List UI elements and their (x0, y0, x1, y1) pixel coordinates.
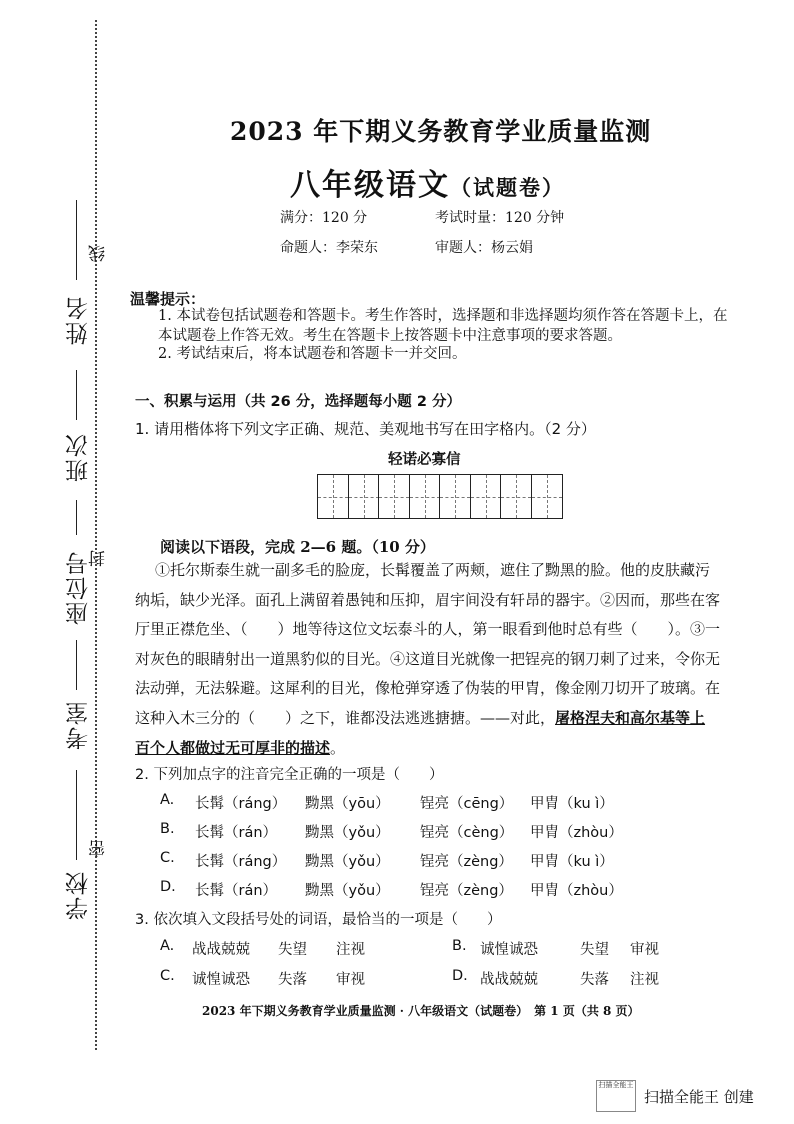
subject-name: 八年级语文 (290, 168, 450, 203)
passage-underlined: 屠格涅夫和高尔基等上百个人都做过无可厚非的描述 (135, 708, 706, 757)
exam-time: 考试时量：120 分钟 (435, 210, 565, 226)
tianzige-cell[interactable] (378, 474, 410, 519)
question-2: 2. 下列加点字的注音完全正确的一项是（ ） (135, 767, 444, 783)
seat-label: 座位号 (66, 550, 92, 625)
option-choice: 注视 (630, 972, 659, 988)
option-choice: 长髯（ráng） (195, 796, 287, 812)
option-choice: 甲胄（ku ì） (530, 796, 614, 812)
option-choice: 失落 (278, 972, 307, 988)
option-choice: 黝黑（yōu） (305, 796, 390, 812)
passage-text: ①托尔斯泰生就一副多毛的脸庞，长髯覆盖了两颊，遮住了黝黑的脸。他的皮肤藏污纳垢，缺少光泽。面孔上满留着愚钝和压抑，眉宇间没有轩昂的器宇。②因而，那些在客厅里正襟危坐、（ ）地等待这位文坛泰斗的人，第一眼看到他时总有些（ ）。③一对灰色的眼睛射出一道黑豹似的目光。④这道目光就像一把锃亮的钢刀刺了过来，令你无法动弹，无法躲避。这犀利的目光，像枪弹穿透了伪装的甲胄，像金刚刀切开了玻璃。在这种入木三分的（ ）之下，谁都没法逃逃搪搪。——对此， (135, 561, 721, 727)
school-blank-line (76, 770, 77, 860)
option-choice: 锃亮（cèng） (420, 825, 514, 841)
subject-subtitle: （试题卷） (450, 175, 565, 200)
option-choice: 诚惶诚恐 (192, 972, 250, 988)
subject-title (290, 160, 565, 204)
option-choice: 长髯（ráng） (195, 854, 287, 870)
reading-passage (135, 556, 720, 763)
school-label: 学校 (66, 870, 92, 920)
option-choice: 长髯（rán） (195, 825, 278, 841)
option-choice: 失落 (580, 972, 609, 988)
question-author: 命题人：李荣东 (280, 240, 378, 256)
calligraphy-phrase: 轻诺必寡信 (388, 451, 461, 468)
exam-title: 2023 年下期义务教育学业质量监测 (230, 117, 652, 146)
option-choice: 甲胄（ku ì） (530, 854, 614, 870)
binding-margin (0, 0, 112, 1124)
option-letter: C. (160, 968, 175, 984)
scanner-logo: 扫描全能王 (596, 1080, 636, 1112)
tianzige-cell[interactable] (500, 474, 532, 519)
option-choice: 失望 (580, 942, 609, 958)
room-label: 考室 (66, 700, 92, 750)
tianzige-grid[interactable] (317, 474, 561, 519)
name-blank-line (76, 200, 77, 280)
question-reviewer: 审题人：杨云娟 (435, 240, 533, 256)
option-choice: 甲胄（zhòu） (530, 883, 623, 899)
option-choice: 审视 (336, 972, 365, 988)
cut-mark-secret: 密 (89, 840, 109, 857)
tianzige-cell[interactable] (317, 474, 349, 519)
section-heading: 一、积累与运用（共 26 分，选择题每小题 2 分） (135, 394, 461, 410)
seat-blank-line (76, 500, 77, 535)
tip-item: 1. 本试卷包括试题卷和答题卡。考生作答时，选择题和非选择题均须作答在答题卡上，在本试题卷上作答无效。考生在答题卡上按答题卡中注意事项的要求答题。 (158, 308, 728, 344)
tianzige-cell[interactable] (439, 474, 471, 519)
option-letter: B. (452, 938, 467, 954)
option-choice: 黝黑（yǒu） (305, 854, 390, 870)
name-label: 姓名 (66, 295, 92, 345)
tianzige-cell[interactable] (531, 474, 563, 519)
question-1: 1. 请用楷体将下列文字正确、规范、美观地书写在田字格内。（2 分） (135, 420, 596, 438)
tianzige-cell[interactable] (409, 474, 441, 519)
option-choice: 诚惶诚恐 (480, 942, 538, 958)
tips-heading: 温馨提示： (130, 290, 206, 308)
option-choice: 长髯（rán） (195, 883, 278, 899)
binding-dotted-line (95, 20, 97, 1050)
option-choice: 黝黑（yǒu） (305, 825, 390, 841)
page-footer: 2023 年下期义务教育学业质量监测 · 八年级语文（试题卷） 第 1 页（共 8 页） (202, 1004, 640, 1018)
full-score: 满分：120 分 (280, 210, 368, 226)
option-choice: 甲胄（zhòu） (530, 825, 623, 841)
option-choice: 注视 (336, 942, 365, 958)
tianzige-cell[interactable] (348, 474, 380, 519)
question-3: 3. 依次填入文段括号处的词语，最恰当的一项是（ ） (135, 912, 502, 928)
passage-end: 。 (330, 738, 346, 757)
option-letter: D. (160, 879, 176, 895)
cut-mark-line: 线 (89, 245, 109, 262)
tianzige-cell[interactable] (470, 474, 502, 519)
option-choice: 审视 (630, 942, 659, 958)
room-blank-line (76, 640, 77, 690)
tip-item: 2. 考试结束后，将本试题卷和答题卡一并交回。 (158, 346, 467, 362)
option-choice: 失望 (278, 942, 307, 958)
option-letter: B. (160, 821, 175, 837)
option-choice: 战战兢兢 (480, 972, 538, 988)
option-choice: 锃亮（zèng） (420, 854, 513, 870)
class-label: 班次 (66, 432, 92, 482)
cut-mark-seal: 封 (89, 550, 109, 567)
option-letter: A. (160, 792, 175, 808)
option-choice: 战战兢兢 (192, 942, 250, 958)
option-letter: D. (452, 968, 468, 984)
option-choice: 锃亮（zèng） (420, 883, 513, 899)
option-choice: 黝黑（yǒu） (305, 883, 390, 899)
option-choice: 锃亮（cēng） (420, 796, 514, 812)
option-letter: A. (160, 938, 175, 954)
option-letter: C. (160, 850, 175, 866)
class-blank-line (76, 370, 77, 420)
reading-intro: 阅读以下语段，完成 2—6 题。（10 分） (160, 538, 435, 556)
scanner-watermark (596, 1080, 754, 1112)
scanner-text: 扫描全能王 创建 (644, 1087, 754, 1106)
